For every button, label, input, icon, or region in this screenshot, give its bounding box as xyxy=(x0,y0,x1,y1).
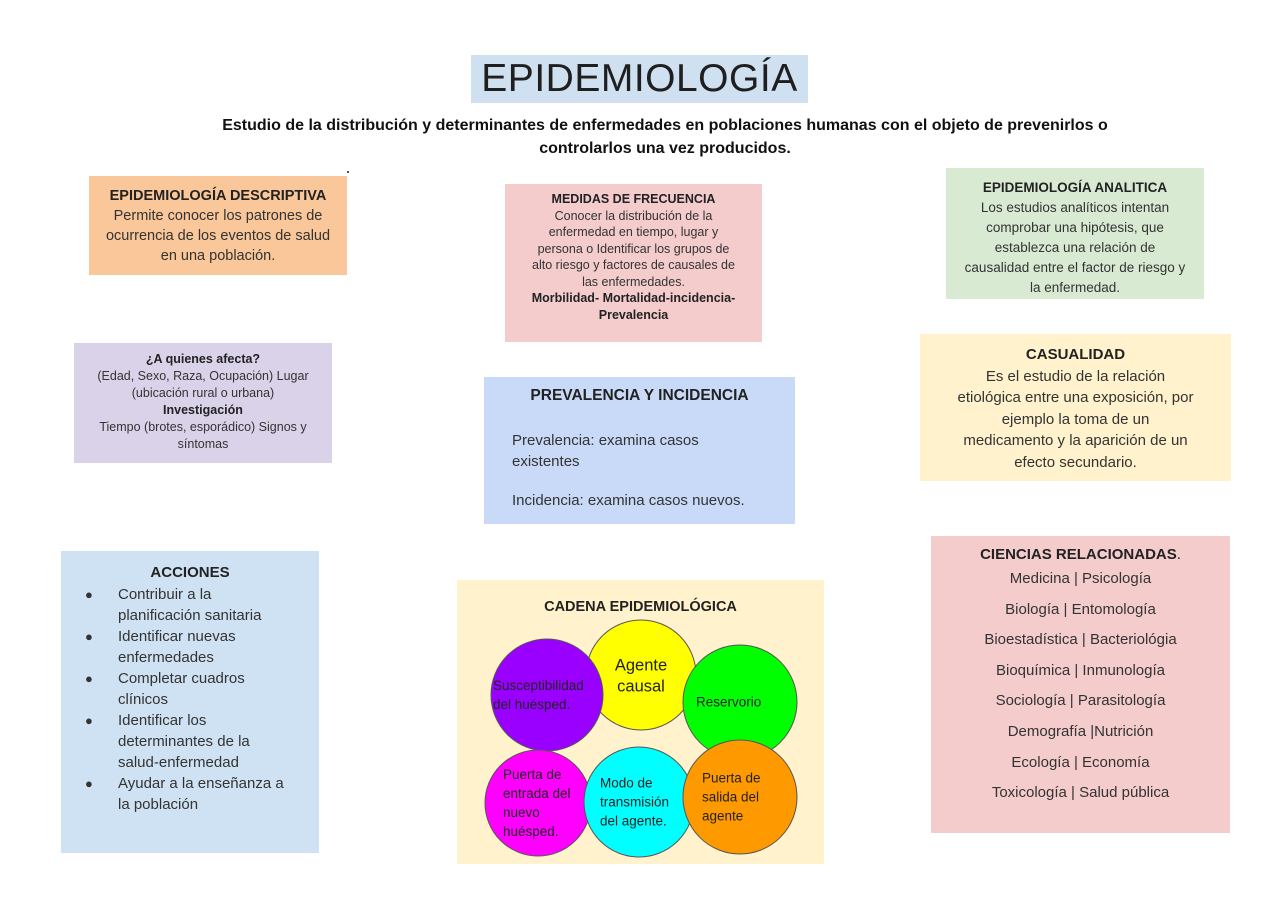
chain-label-agente: Agente xyxy=(614,656,668,675)
ciencias-item: Medicina | Psicología xyxy=(1009,570,1152,587)
cadena-diagram xyxy=(457,580,824,864)
chain-label-entrada: entrada del xyxy=(503,786,571,802)
ciencias-box xyxy=(931,536,1230,833)
cadena-heading: CADENA EPIDEMIOLÓGICA xyxy=(544,599,737,615)
ciencias-item: Ecología | Economía xyxy=(1011,753,1150,771)
bullet-icon: ● xyxy=(85,671,93,686)
list-item-line: enfermedades xyxy=(118,649,214,666)
descriptiva-line: ocurrencia de los eventos de salud xyxy=(105,228,331,244)
ciencias-item: Toxicología | Salud pública xyxy=(991,784,1170,802)
prevalencia-box xyxy=(484,377,795,524)
list-item-line: Ayudar a la enseñanza a xyxy=(118,775,284,792)
chain-node-susceptibilidad xyxy=(491,639,603,751)
ciencias-item: Bioestadística | Bacteriológia xyxy=(984,631,1177,649)
chain-circle-susceptibilidad xyxy=(491,639,603,751)
analitica-box xyxy=(946,168,1204,299)
analitica-line: establezca una relación de xyxy=(994,240,1156,255)
quienes-box xyxy=(74,343,332,463)
frecuencia-line: Conocer la distribución de la xyxy=(554,208,713,223)
chain-label-modo: del agente. xyxy=(600,813,667,829)
frecuencia-line: enfermedad en tiempo, lugar y xyxy=(548,225,719,239)
casualidad-box xyxy=(920,334,1231,481)
chain-label-entrada: Puerta de xyxy=(503,767,562,783)
chain-label-salida: agente xyxy=(702,808,744,824)
frecuencia-line: alto riesgo y factores de causales de xyxy=(532,258,735,272)
chain-node-salida xyxy=(683,740,797,854)
bullet-icon: ● xyxy=(85,713,93,728)
ciencias-heading: CIENCIAS RELACIONADAS. xyxy=(980,546,1181,563)
chain-label-salida: Puerta de xyxy=(702,770,761,786)
analitica-line: causalidad entre el factor de riesgo y xyxy=(964,260,1186,275)
cadena-box xyxy=(457,580,824,864)
casualidad-line: medicamento y la aparición de un xyxy=(963,432,1188,449)
ciencias-item: Biología | Entomología xyxy=(1005,600,1156,618)
descriptiva-heading: EPIDEMIOLOGÍA DESCRIPTIVA xyxy=(109,188,327,204)
casualidad-line: efecto secundario. xyxy=(1014,453,1137,471)
analitica-line: la enfermedad. xyxy=(1029,280,1121,295)
stray-dot xyxy=(347,171,349,173)
list-item xyxy=(61,584,319,626)
ciencias-item: Bioquímica | Inmunología xyxy=(996,661,1165,679)
list-item-line: Contribuir a la xyxy=(118,586,212,603)
quienes-line: síntomas xyxy=(177,437,229,451)
list-item-line: Identificar los xyxy=(118,712,207,729)
acciones-heading: ACCIONES xyxy=(150,564,230,581)
analitica-line: comprobar una hipótesis, que xyxy=(986,220,1164,235)
acciones-list xyxy=(61,584,319,815)
page-subtitle: Estudio de la distribución y determinantes de enfermedades en poblaciones humanas con el objeto de prevenirlos o controlarlos una vez producidos. xyxy=(222,117,1108,157)
list-item-line: planificación sanitaria xyxy=(118,607,262,624)
chain-label-entrada: huésped. xyxy=(503,824,559,840)
casualidad-line: Es el estudio de la relación xyxy=(985,367,1166,385)
bullet-icon: ● xyxy=(85,629,93,644)
chain-label-modo: transmisión xyxy=(600,794,670,810)
chain-label-reservorio: Reservorio xyxy=(696,694,762,710)
chain-node-modo xyxy=(584,747,694,857)
list-item-line: Completar cuadros xyxy=(118,670,245,687)
prevalencia-text: Prevalencia: examina casos existentes xyxy=(512,432,699,470)
casualidad-line: etiológica entre una exposición, por xyxy=(957,389,1194,406)
chain-node-entrada xyxy=(485,750,591,856)
list-item-line: salud-enfermedad xyxy=(118,754,239,771)
casualidad-heading: CASUALIDAD xyxy=(1025,346,1126,363)
list-item-line: determinantes de la xyxy=(118,733,250,750)
descriptiva-line: Permite conocer los patrones de xyxy=(113,208,323,224)
analitica-heading: EPIDEMIOLOGÍA ANALITICA xyxy=(982,180,1168,195)
page-title: EPIDEMIOLOGÍA xyxy=(471,55,808,103)
chain-node-agente xyxy=(586,620,696,730)
chain-label-entrada: nuevo xyxy=(503,805,540,821)
chain-label-modo: Modo de xyxy=(600,775,653,791)
bullet-icon: ● xyxy=(85,776,93,791)
descriptiva-box xyxy=(89,176,347,275)
list-item xyxy=(61,626,319,668)
list-item-line: Identificar nuevas xyxy=(118,628,236,645)
frecuencia-measures: Morbilidad- Mortalidad-incidencia- xyxy=(531,291,736,305)
analitica-line: Los estudios analíticos intentan xyxy=(980,200,1170,215)
chain-circle-agente xyxy=(586,620,696,730)
descriptiva-line: en una población. xyxy=(160,248,276,264)
chain-label-salida: salida del xyxy=(702,789,760,805)
incidencia-text: Incidencia: examina casos nuevos. xyxy=(512,492,745,509)
list-item xyxy=(61,668,319,710)
list-item xyxy=(61,710,319,773)
frecuencia-line: las enfermedades. xyxy=(582,274,685,289)
acciones-box xyxy=(61,551,319,853)
chain-label-susceptibilidad: Susceptibilidad xyxy=(493,678,584,694)
quienes-line: (ubicación rural o urbana) xyxy=(131,386,275,400)
chain-label-agente: causal xyxy=(617,677,665,696)
chain-circle-entrada xyxy=(485,750,591,856)
list-item-line: clínicos xyxy=(118,691,169,708)
frecuencia-line: persona o Identificar los grupos de xyxy=(537,241,730,256)
list-item xyxy=(61,773,319,815)
ciencias-item: Sociología | Parasitología xyxy=(995,692,1166,710)
quienes-heading: ¿A quienes afecta? xyxy=(145,352,261,366)
quienes-line: Tiempo (brotes, esporádico) Signos y xyxy=(99,420,307,434)
prevalencia-heading: PREVALENCIA Y INCIDENCIA xyxy=(530,387,749,404)
casualidad-line: ejemplo la toma de un xyxy=(1001,410,1150,428)
list-item-line: la población xyxy=(118,796,199,813)
ciencias-item: Demografía |Nutrición xyxy=(1007,722,1154,740)
quienes-line: (Edad, Sexo, Raza, Ocupación) Lugar xyxy=(97,369,309,383)
frecuencia-heading: MEDIDAS DE FRECUENCIA xyxy=(551,192,716,206)
frecuencia-measures: Prevalencia xyxy=(598,307,669,322)
bullet-icon: ● xyxy=(85,587,93,602)
frecuencia-box xyxy=(505,184,762,342)
chain-label-susceptibilidad: del huésped. xyxy=(493,697,571,713)
investigacion-heading: Investigación xyxy=(163,403,243,417)
